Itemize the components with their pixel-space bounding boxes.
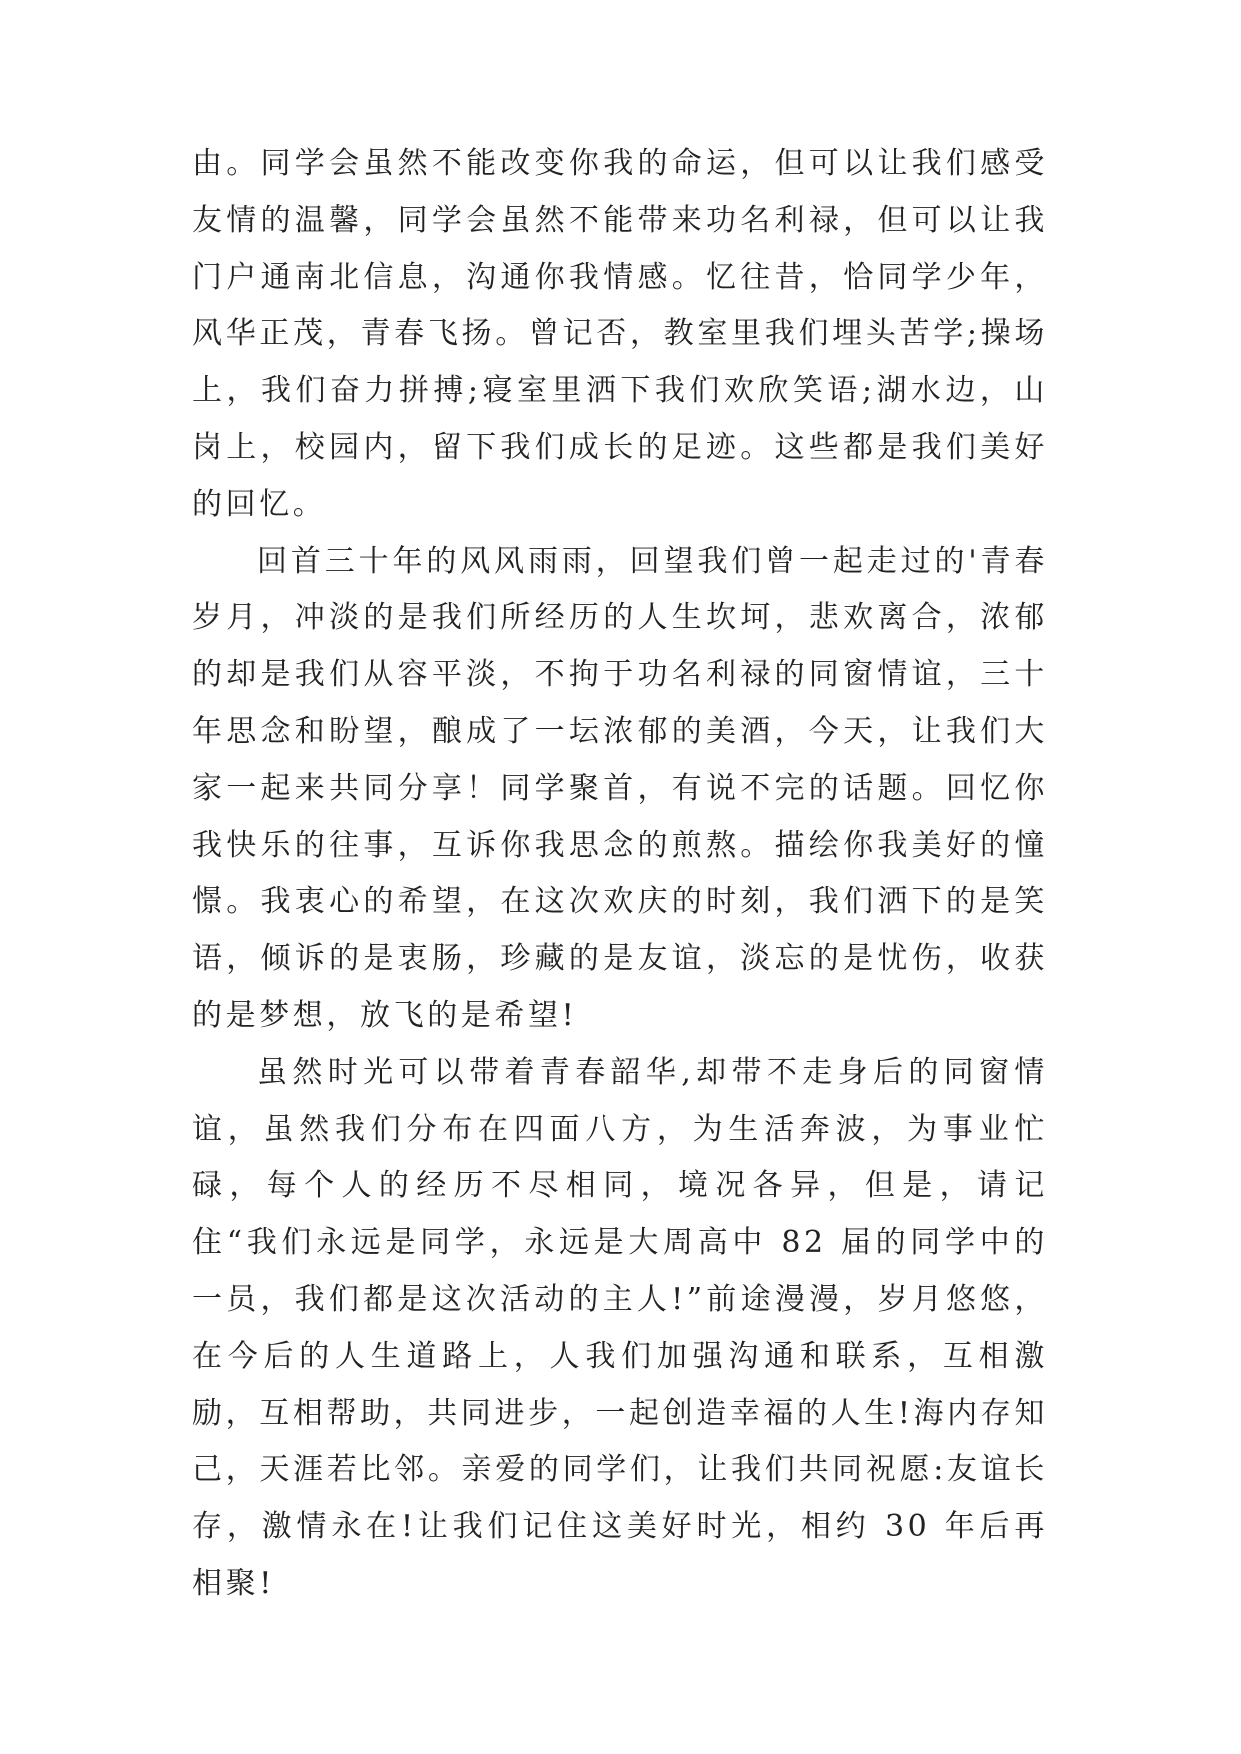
paragraph-closing: 虽然时光可以带着青春韶华,却带不走身后的同窗情谊，虽然我们分布在四面八方，为生活奔波，为事业忙碌，每个人的经历不尽相同，境况各异，但是，请记住“我们永远是同学，永远是大周高中 82 届的同学中的一员，我们都是这次活动的主人!”前途漫漫，岁月悠悠，在今后的人生道路上，人我们加强沟通和联系，互相激励，互相帮助，共同进步，一起创造幸福的人生!海内存知己，天涯若比邻。亲爱的同学们，让我们共同祝愿:友谊长存，激情永在!让我们记住这美好时光，相约 30 年后再相聚! [192, 1054, 1048, 1601]
paragraph-reflection: 回首三十年的风风雨雨，回望我们曾一起走过的'青春岁月，冲淡的是我们所经历的人生坎坷，悲欢离合，浓郁的却是我们从容平淡，不拘于功名利禄的同窗情谊，三十年思念和盼望，酿成了一坛浓郁的美酒，今天，让我们大家一起来共同分享！同学聚首，有说不完的话题。回忆你我快乐的往事，互诉你我思念的煎熬。描绘你我美好的憧憬。我衷心的希望，在这次欢庆的时刻，我们洒下的是笑语，倾诉的是衷肠，珍藏的是友谊，淡忘的是忧伤，收获的是梦想，放飞的是希望! [192, 543, 1048, 1033]
document-body [192, 136, 1048, 1613]
paragraph-continuation: 由。同学会虽然不能改变你我的命运，但可以让我们感受友情的温馨，同学会虽然不能带来功名利禄，但可以让我门户通南北信息，沟通你我情感。忆往昔，恰同学少年，风华正茂，青春飞扬。曾记否，教室里我们埋头苦学;操场上，我们奋力拼搏;寝室里洒下我们欢欣笑语;湖水边，山岗上，校园内，留下我们成长的足迹。这些都是我们美好的回忆。 [192, 146, 1048, 522]
